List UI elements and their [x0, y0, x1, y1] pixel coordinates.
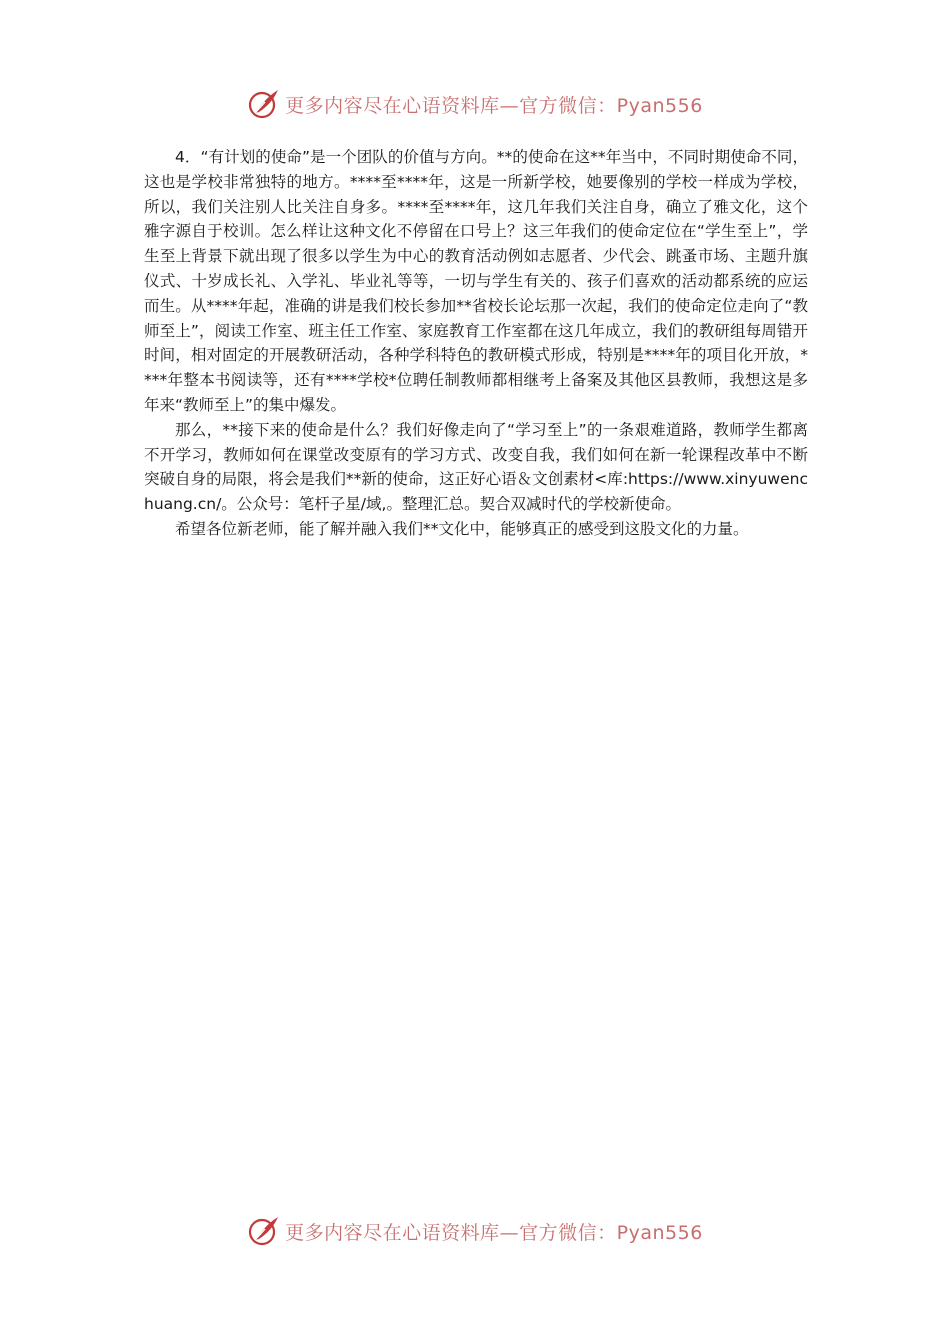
header-banner-text: 更多内容尽在心语资料库—官方微信：Pyan556: [285, 94, 703, 117]
paragraph-2: 那么，**接下来的使命是什么？我们好像走向了“学习至上”的一条艰难道路，教师学生都离不开学习，教师如何在课堂改变原有的学习方式、改变自我，我们如何在新一轮课程改革中不断突破自身的局限，将会是我们**新的使命，这正好心语＆文创素材<库:https://www.xinyuwenchuang.cn/。公众号：笔杆子星/域,。整理汇总。契合双减时代的学校新使命。: [144, 420, 808, 514]
paragraph-1: 4．“有计划的使命”是一个团队的价值与方向。**的使命在这**年当中，不同时期使命不同，这也是学校非常独特的地方。****至****年，这是一所新学校，她要像别的学校一样成为学校，所以，我们关注别人比关注自身多。****至****年，这几年我们关注自身，确立了雅文化，这个雅字源自于校训。怎么样让这种文化不停留在口号上？这三年我们的使命定位在“学生至上”，学生至上背景下就出现了很多以学生为中心的教育活动例如志愿者、少代会、跳蚤市场、主题升旗仪式、十岁成长礼、入学礼、毕业礼等等，一切与学生有关的、孩子们喜欢的活动都系统的应运而生。从****年起，准确的讲是我们校长参加**省校长论坛那一次起，我们的使命定位走向了“教师至上”，阅读工作室、班主任工作室、家庭教育工作室都在这几年成立，我们的教研组每周错开时间，相对固定的开展教研活动，各种学科特色的教研模式形成，特别是****年的项目化开放，****年整本书阅读等，还有****学校*位聘任制教师都相继考上备案及其他区县教师，我想这是多年来“教师至上”的集中爆发。: [144, 148, 808, 414]
footer-banner-text: 更多内容尽在心语资料库—官方微信：Pyan556: [285, 1221, 703, 1244]
header-wechat-id: Pyan556: [616, 94, 703, 117]
quill-pen-logo-icon: [247, 87, 281, 121]
document-body: [144, 145, 808, 542]
header-banner: [0, 84, 950, 124]
paragraph-3: 希望各位新老师，能了解并融入我们**文化中，能够真正的感受到这股文化的力量。: [175, 519, 749, 538]
footer-wechat-id: Pyan556: [616, 1221, 703, 1244]
footer-banner: [0, 1211, 950, 1251]
quill-pen-logo-icon: [247, 1214, 281, 1248]
